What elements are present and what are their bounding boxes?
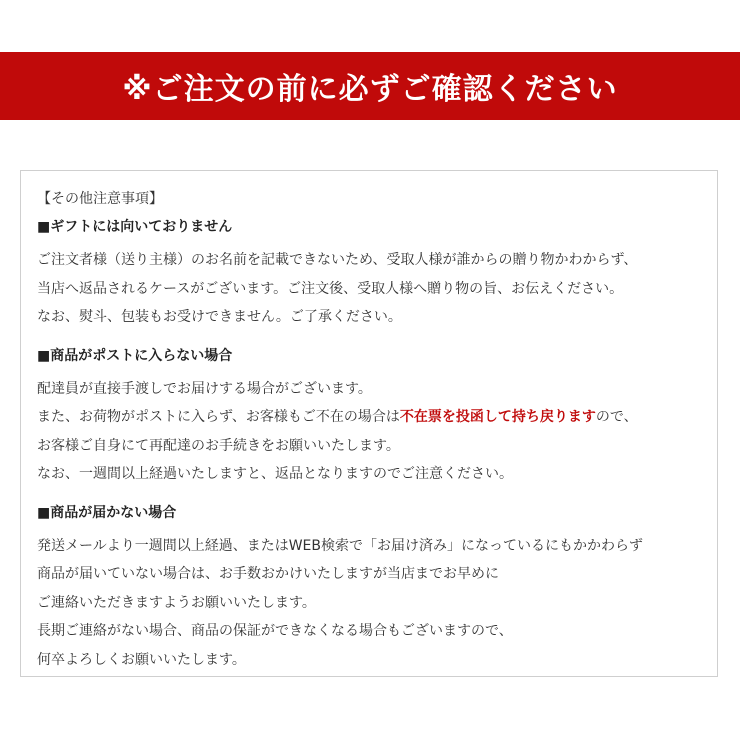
body-text: 発送メールより一週間以上経過、またはWEB検索で「お届け済み」になっているにもかかわらず [37, 537, 644, 554]
section-title: ■商品がポストに入らない場合 [37, 347, 233, 364]
body-text-with-highlight [37, 403, 717, 432]
body-text: ご注文者様（送り主様）のお名前を記載できないため、受取人様が誰からの贈り物かわからず、 [37, 252, 638, 268]
body-text: 当店へ返品されるケースがございます。ご注文後、受取人様へ贈り物の旨、お伝えください。 [37, 280, 624, 297]
body-text: 長期ご連絡がない場合、商品の保証ができなくなる場合もございますので、 [37, 623, 513, 639]
notice-box [20, 170, 718, 677]
body-text: 配達員が直接手渡しでお届けする場合がございます。 [37, 380, 372, 397]
body-text: また、お荷物がポストに入らず、お客様もご不在の場合は [37, 409, 400, 425]
warning-highlight: 不在票を投函して持ち戻ります [399, 409, 596, 425]
banner-text: ※ご注文の前に必ずご確認ください [122, 72, 618, 107]
section-title: ■商品が届かない場合 [37, 504, 177, 521]
section-title: ■ギフトには向いておりません [37, 219, 233, 235]
body-text: 何卒よろしくお願いいたします。 [37, 651, 246, 668]
section-mailbox [37, 346, 717, 489]
body-text: ご連絡いただきますようお願いいたします。 [37, 594, 316, 611]
notice-banner [0, 52, 740, 120]
body-text: お客様ご自身にて再配達のお手続きをお願いいたします。 [37, 437, 400, 454]
notice-heading: 【その他注意事項】 [37, 191, 163, 207]
section-gift [37, 217, 717, 332]
body-text: ので、 [595, 409, 638, 425]
body-text: 商品が届いていない場合は、お手数おかけいたしますが当店までお早めに [37, 566, 499, 582]
section-not-delivered [37, 503, 717, 675]
body-text: なお、一週間以上経過いたしますと、返品となりますのでご注意ください。 [37, 466, 513, 482]
body-text: なお、熨斗、包装もお受けできません。ご了承ください。 [37, 309, 402, 325]
